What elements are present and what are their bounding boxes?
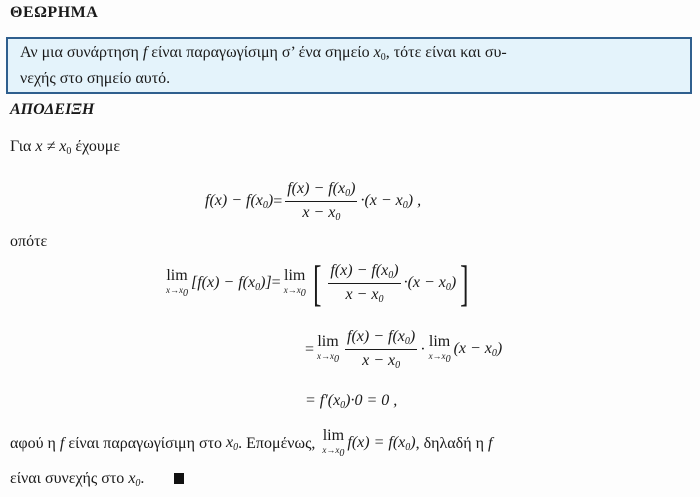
conclusion-line-2: είναι συνεχής στο $x_0$. xyxy=(10,470,184,489)
proof-intro: Για $x \ne x_0$ έχουμε xyxy=(10,138,121,157)
theorem-line-1: Αν μια συνάρτηση f είναι παραγωγίσιμη σ’ ένα σημείο $x_0$, τότε είναι και συ- xyxy=(20,44,507,63)
proof-heading: ΑΠΟΔΕΙΞΗ xyxy=(10,101,95,118)
equation-2: lim $x\to x_0$ $[f(x) - f(x_0)]$ = lim $x\to x_0$ [ $\frac{f(x) - f(x_0)}{x - x_0}$ $\cdot(x - x_0)$ ] xyxy=(166,255,469,311)
equation-4: = $f'(x_0)\cdot 0 = 0$ , xyxy=(305,392,398,411)
qed-square-icon xyxy=(174,473,184,484)
equation-3: = lim $x\to x_0$ $\frac{f(x) - f(x_0)}{x - x_0}$ · lim $x\to x_0$ $(x - x_0)$ xyxy=(305,328,503,371)
conclusion-line-1: αφού η f είναι παραγωγίσιμη στο $x_0$ . Επομένως, lim $x\to x_0$ $f(x) = f(x_0)$ , δηλαδή η f xyxy=(10,427,493,459)
theorem-line-2: νεχής στο σημείο αυτό. xyxy=(20,70,171,87)
equation-1: $f(x) - f(x_0)$ = $\frac{f(x) - f(x_0)}{x - x_0}$ $\cdot(x - x_0)$ , xyxy=(205,180,422,223)
theorem-heading: ΘΕΩΡΗΜΑ xyxy=(10,4,99,21)
theorem-box xyxy=(6,37,692,94)
thus-label: οπότε xyxy=(10,233,48,250)
